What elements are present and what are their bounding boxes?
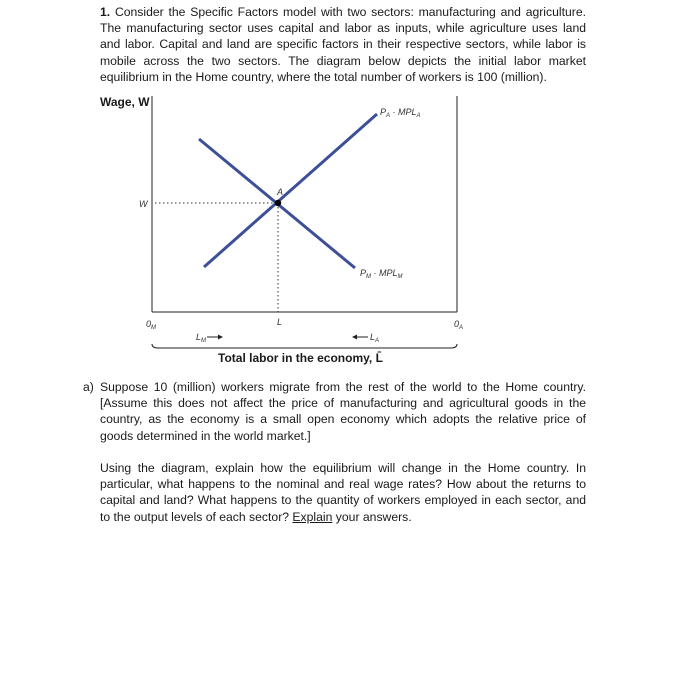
la-arrowhead (352, 335, 357, 340)
w-tick-label: W (139, 199, 148, 209)
origin-agriculture: $0_A$ (454, 319, 464, 331)
lm-label: $L_M$ (196, 332, 207, 344)
part-a (83, 379, 586, 444)
y-axis-label: Wage, W (100, 95, 150, 109)
part-a-text: Suppose 10 (million) workers migrate from the rest of the world to the Home country. [Assume this does not affect the price of manufacturing and agricultural goods in the country, as the economy is a small open economy which adopts the relative price of goods determined in the world market.] (100, 380, 586, 443)
followup-text: Using the diagram, explain how the equilibrium will change in the Home country. In particular, what happens to the nominal and real wage rates? How about the returns to capital and land? What happens to the quantity of workers employed in each sector, and to the output levels of each sector? (100, 461, 586, 524)
question-number: 1. (100, 5, 111, 19)
origin-manufacturing: $0_M$ (146, 319, 157, 331)
followup-question (100, 460, 586, 525)
x-axis-label: Total labor in the economy, L̄ (218, 351, 383, 365)
agriculture-mpl-curve (204, 114, 377, 267)
total-labor-bracket (152, 344, 457, 348)
part-a-label: a) (83, 380, 94, 394)
agriculture-curve-label: $P_A \cdot MPL_A$ (380, 107, 421, 119)
manufacturing-curve-label: $P_M \cdot MPL_M$ (360, 268, 403, 280)
question-intro-text: Consider the Specific Factors model with two sectors: manufacturing and agriculture. The manufacturing sector uses capital and labor as inputs, while agriculture uses land and labor. Capital and land are specific factors in their respective sectors, while labor is mobile across the two sectors. The diagram below depicts the initial labor market equilibrium in the Home country, where the total number of workers is 100 (million). (100, 5, 586, 84)
la-label: $L_A$ (370, 332, 380, 344)
point-a-label: A (277, 187, 284, 197)
followup-ending: your answers. (332, 509, 412, 524)
lm-arrowhead (218, 335, 223, 340)
equilibrium-point (275, 200, 281, 206)
l-tick-label: L (277, 317, 283, 327)
explain-word: Explain (292, 509, 333, 524)
